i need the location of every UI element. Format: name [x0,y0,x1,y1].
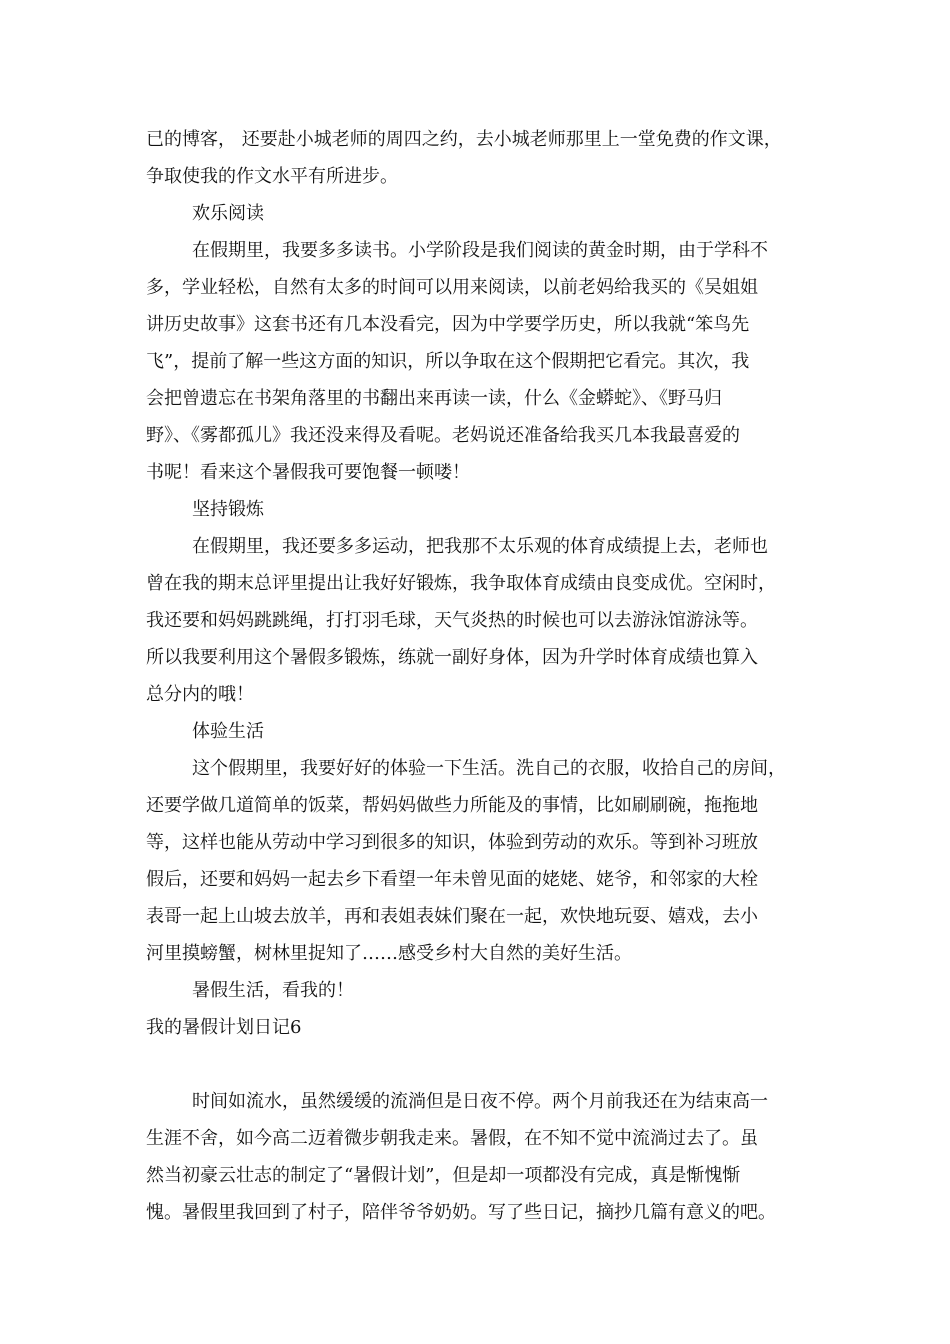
text-line: 书呢！看来这个暑假我可要饱餐一顿喽！ [146,462,470,483]
text-line: 这个假期里，我要好好的体验一下生活。洗自己的衣服，收拾自己的房间， [192,758,786,779]
section-title: 我的暑假计划日记6 [146,1017,302,1038]
text-line: 在假期里，我要多多读书。小学阶段是我们阅读的黄金时期，由于学科不 [192,240,768,261]
text-line: 时间如流水，虽然缓缓的流淌但是日夜不停。两个月前我还在为结束高一 [192,1091,768,1112]
text-line: 总分内的哦！ [146,684,254,705]
text-line: 野》、《雾都孤儿》我还没来得及看呢。老妈说还准备给我买几本我最喜爱的 [146,425,740,446]
section-heading-exercise: 坚持锻炼 [192,499,264,520]
text-line: 生涯不舍，如今高二迈着微步朝我走来。暑假，在不知不觉中流淌过去了。虽 [146,1128,758,1149]
text-line: 等，这样也能从劳动中学习到很多的知识，体验到劳动的欢乐。等到补习班放 [146,832,758,853]
section-heading-life: 体验生活 [192,721,264,742]
text-line: 我还要和妈妈跳跳绳，打打羽毛球，天气炎热的时候也可以去游泳馆游泳等。 [146,610,758,631]
text-line: 曾在我的期末总评里提出让我好好锻炼，我争取体育成绩由良变成优。空闲时， [146,573,776,594]
text-line: 飞”，提前了解一些这方面的知识，所以争取在这个假期把它看完。其次，我 [146,351,750,372]
text-line: 河里摸螃蟹，树林里捉知了……感受乡村大自然的美好生活。 [146,943,632,964]
text-line: 讲历史故事》这套书还有几本没看完，因为中学要学历史，所以我就“笨鸟先 [146,314,750,335]
text-line: 还要学做几道简单的饭菜，帮妈妈做些力所能及的事情，比如刷刷碗，拖拖地 [146,795,758,816]
section-heading-reading: 欢乐阅读 [192,203,264,224]
closing-line: 暑假生活，看我的！ [192,980,354,1001]
text-line: 表哥一起上山坡去放羊，再和表姐表妹们聚在一起，欢快地玩耍、嬉戏，去小 [146,906,758,927]
text-line: 争取使我的作文水平有所进步。 [146,166,398,187]
text-line: 会把曾遗忘在书架角落里的书翻出来再读一读，什么《金蟒蛇》、《野马归 [146,388,722,409]
text-line: 愧。暑假里我回到了村子，陪伴爷爷奶奶。写了些日记，摘抄几篇有意义的吧。 [146,1202,776,1223]
text-line: 已的博客， 还要赴小城老师的周四之约，去小城老师那里上一堂免费的作文课， [146,129,782,150]
text-line: 在假期里，我还要多多运动，把我那不太乐观的体育成绩提上去，老师也 [192,536,768,557]
text-line: 所以我要利用这个暑假多锻炼，练就一副好身体，因为升学时体育成绩也算入 [146,647,758,668]
text-line: 多，学业轻松，自然有太多的时间可以用来阅读，以前老妈给我买的《吴姐姐 [146,277,758,298]
text-line: 然当初豪云壮志的制定了“暑假计划”，但是却一项都没有完成，真是惭愧惭 [146,1165,741,1186]
text-line: 假后，还要和妈妈一起去乡下看望一年未曾见面的姥姥、姥爷，和邻家的大栓 [146,869,758,890]
